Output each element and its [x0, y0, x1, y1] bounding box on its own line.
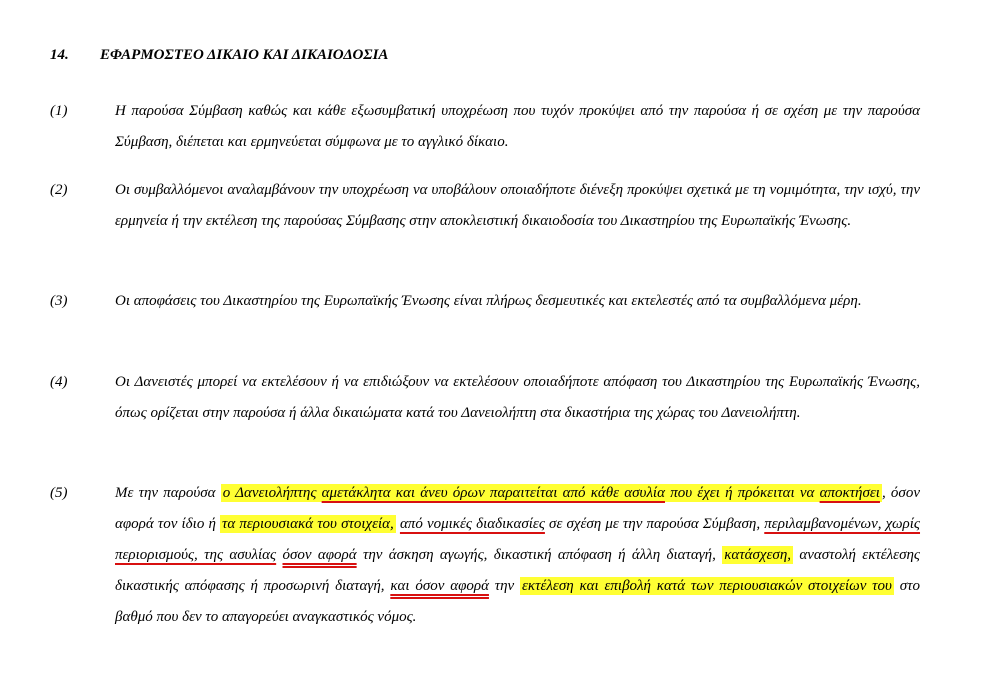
underlined-text: αποκτήσει	[819, 485, 880, 501]
section-number: 14.	[50, 47, 69, 63]
clause-number: (4)	[50, 374, 68, 390]
highlighted-text	[221, 484, 882, 502]
clause-number: (3)	[50, 293, 68, 309]
text-segment: σε σχέση με την παρούσα Σύμβαση,	[544, 516, 765, 532]
text-segment: Με την παρούσα	[115, 485, 221, 501]
clause-number: (5)	[50, 485, 68, 501]
text-segment: ο Δανειολήπτης	[222, 485, 322, 501]
text-segment: την άσκηση αγωγής, δικαστική απόφαση ή άλλη διαταγή,	[356, 547, 723, 563]
highlighted-text: τα περιουσιακά του στοιχεία,	[222, 516, 394, 532]
clause-text	[115, 478, 920, 633]
underlined-text: αμετάκλητα και άνευ όρων παραιτείται από κάθε ασυλία	[321, 485, 665, 501]
text-segment: στο βαθμό που δεν το απαγορεύει αναγκαστικός νόμος.	[115, 578, 920, 625]
text-segment: αναστολή εκτέλεσης δικαστικής απόφασης ή προσωρινή διαταγή,	[115, 547, 921, 594]
highlighted-text: κατάσχεση,	[724, 547, 792, 563]
double-underlined-text: όσον αφορά	[282, 547, 357, 563]
text-segment: την	[488, 578, 521, 594]
double-underlined-text: και όσον αφορά	[390, 578, 489, 594]
section-title: ΕΦΑΡΜΟΣΤΕΟ ΔΙΚΑΙΟ ΚΑΙ ΔΙΚΑΙΟΔΟΣΙΑ	[100, 47, 389, 63]
clause-text: Η παρούσα Σύμβαση καθώς και κάθε εξωσυμβατική υποχρέωση που τυχόν προκύψει από την παρούσα ή σε σχέση με την παρούσα Σύμβαση, διέπεται και ερμηνεύεται σύμφωνα με το αγγλικό δίκαιο.	[115, 103, 920, 150]
highlighted-text: εκτέλεση και επιβολή κατά των περιουσιακών στοιχείων του	[522, 578, 892, 594]
clause-number: (1)	[50, 103, 68, 119]
text-segment: , όσον αφορά τον ίδιο ή	[115, 485, 920, 532]
underlined-text: από νομικές διαδικασίες	[399, 516, 545, 532]
clause-text: Οι αποφάσεις του Δικαστηρίου της Ευρωπαϊκής Ένωσης είναι πλήρως δεσμευτικές και εκτελεστές από τα συμβαλλόμενα μέρη.	[115, 293, 862, 309]
clause-number: (2)	[50, 182, 68, 198]
underlined-text: περιλαμβανομένων, χωρίς περιορισμούς, της ασυλίας	[115, 516, 921, 563]
text-segment: που έχει ή πρόκειται να	[664, 485, 820, 501]
clause-text: Οι συμβαλλόμενοι αναλαμβάνουν την υποχρέωση να υποβάλουν οποιαδήποτε διένεξη προκύψει σχετικά με τη νομιμότητα, την ισχύ, την ερμηνεία ή την εκτέλεση της παρούσας Σύμβασης στην αποκλειστική δικαιοδοσία του Δικαστηρίου της Ευρωπαϊκής Ένωσης.	[115, 182, 920, 229]
clause-text: Οι Δανειστές μπορεί να εκτελέσουν ή να επιδιώξουν να εκτελέσουν οποιαδήποτε απόφαση του Δικαστηρίου της Ευρωπαϊκής Ένωσης, όπως ορίζεται στην παρούσα ή άλλα δικαιώματα κατά του Δανειολήπτη στα δικαστήρια της χώρας του Δανειολήπτη.	[115, 374, 920, 421]
